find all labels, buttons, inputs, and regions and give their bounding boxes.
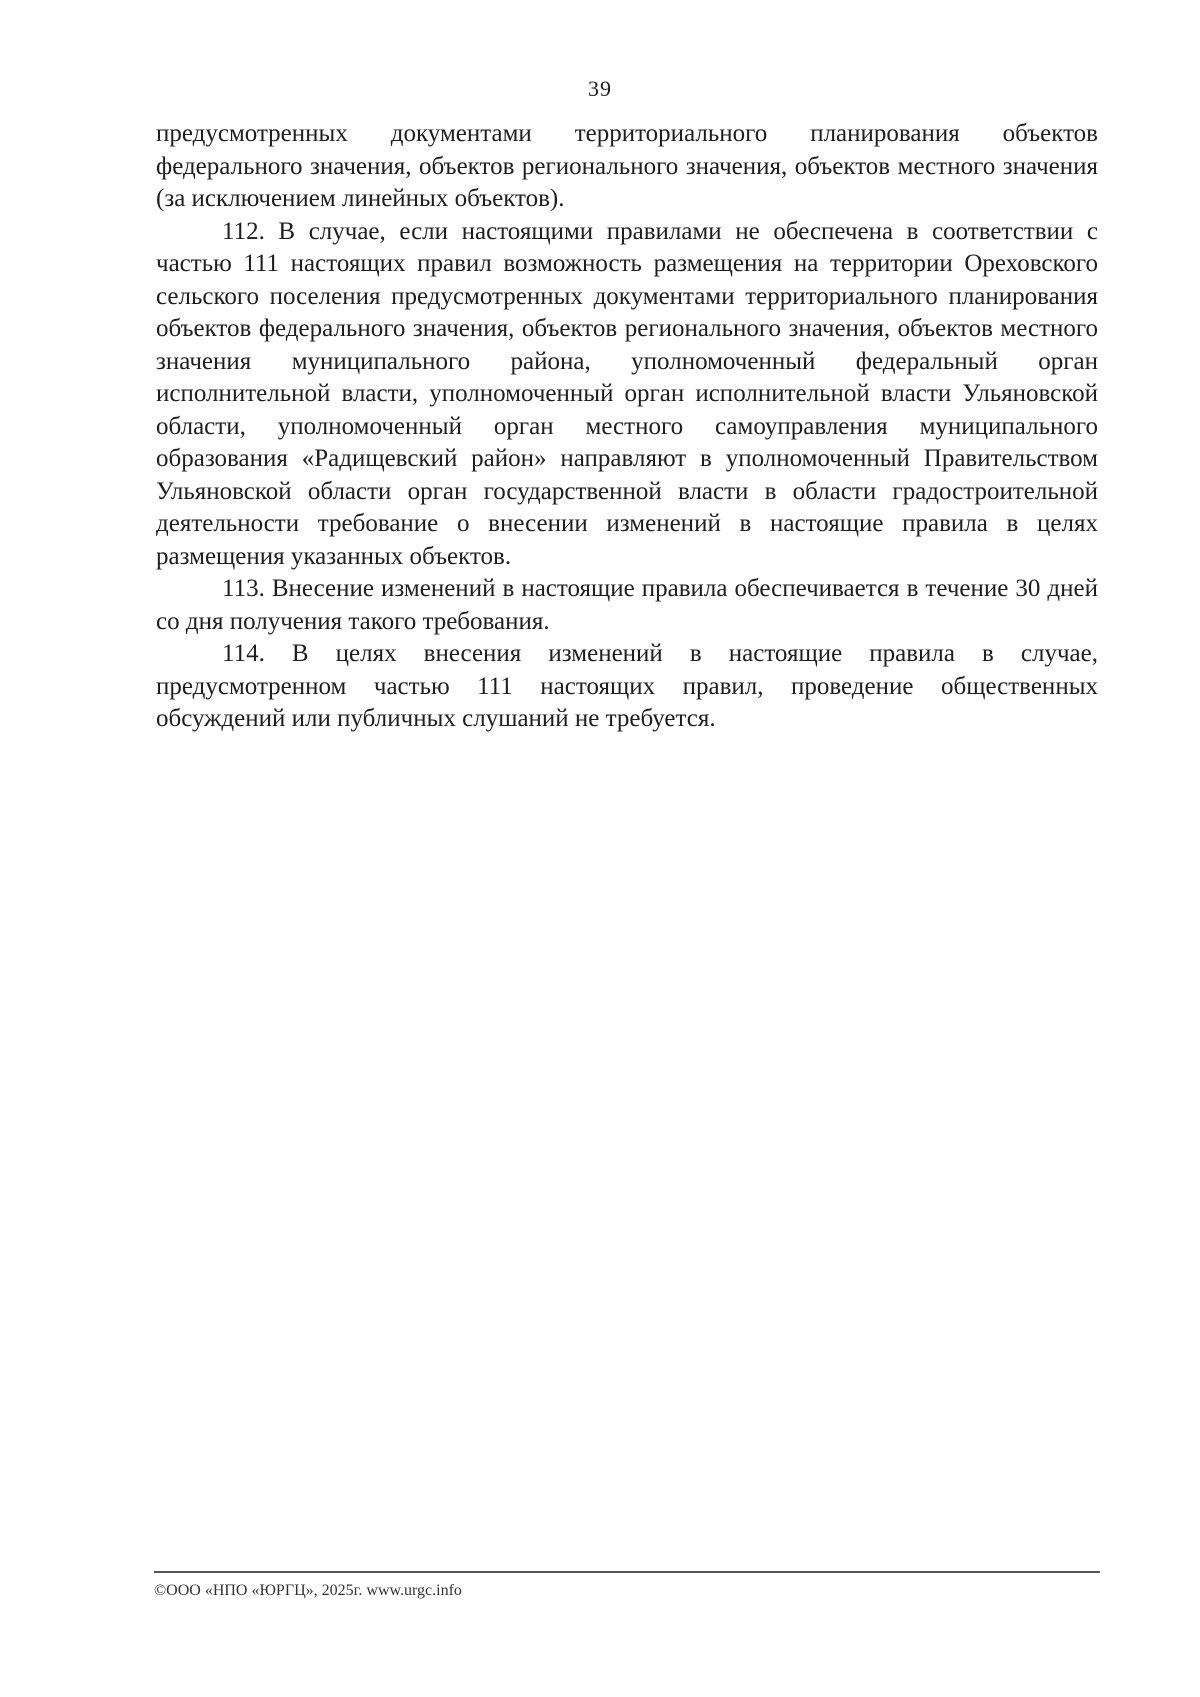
paragraph-112: 112. В случае, если настоящими правилами не обеспечена в соответствии с частью 111 настоящих правил возможность размещения на территории Ореховского сельского поселения предусмотренных документами территориального планирования объектов федерального значения, объектов регионального значения, объектов местного значения муниципального района, уполномоченный федеральный орган исполнительной власти, уполномоченный орган исполнительной власти Ульяновской области, уполномоченный орган местного самоуправления муниципального образования «Радищевский район» направляют в уполномоченный Правительством Ульяновской области орган государственной власти в области градостроительной деятельности требование о внесении изменений в настоящие правила в целях размещения указанных объектов. (156, 217, 1098, 570)
document-body (156, 118, 1098, 736)
paragraph-114: 114. В целях внесения изменений в настоящие правила в случае, предусмотренном частью 111 настоящих правил, проведение общественных обсуждений или публичных слушаний не требуется. (156, 640, 1098, 732)
paragraph-113: 113. Внесение изменений в настоящие правила обеспечивается в течение 30 дней со дня получения такого требования. (156, 575, 1098, 635)
footer-copyright: ©ООО «НПО «ЮРГЦ», 2025г. www.urgc.info (154, 1582, 462, 1599)
paragraph-continuation: предусмотренных документами территориального планирования объектов федерального значения, объектов регионального значения, объектов местного значения (за исключением линейных объектов). (156, 120, 1098, 212)
footer-divider (154, 1571, 1100, 1573)
page-number: 39 (588, 76, 612, 101)
